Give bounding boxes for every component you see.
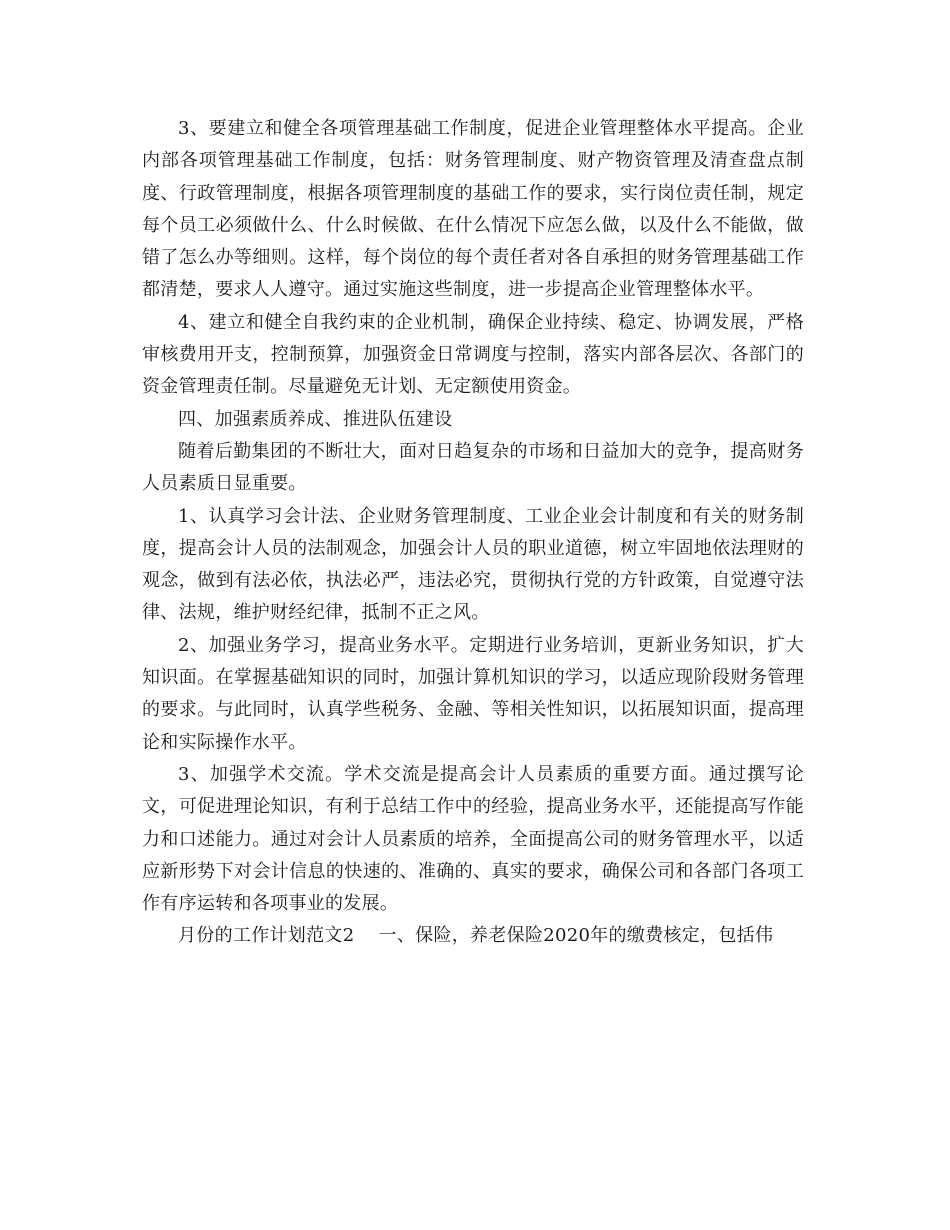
- section-heading: 四、加强素质养成、推进队伍建设: [178, 408, 453, 430]
- paragraph-staff-quality: 随着后勤集团的不断壮大，面对日趋复杂的市场和日益加大的竞争，提高财务人员素质日显重要。: [142, 440, 804, 495]
- paragraph-self-restraint-mechanism: 4、建立和健全自我约束的企业机制，确保企业持续、稳定、协调发展，严格审核费用开支，控制预算，加强资金日常调度与控制，落实内部各层次、各部门的资金管理责任制。尽量避免无计划、无定额使用资金。: [142, 311, 804, 398]
- paragraph-next-template: [142, 920, 804, 952]
- paragraph-learn-law: 1、认真学习会计法、企业财务管理制度、工业企业会计制度和有关的财务制度，提高会计人员的法制观念，加强会计人员的职业道德，树立牢固地依法理财的观念，做到有法必依，执法必严，违法必究，贯彻执行党的方针政策，自觉遵守法律、法规，维护财经纪律，抵制不正之风。: [142, 505, 804, 624]
- paragraph-academic-exchange: 3、加强学术交流。学术交流是提高会计人员素质的重要方面。通过撰写论文，可促进理论知识，有利于总结工作中的经验，提高业务水平，还能提高写作能力和口述能力。通过对会计人员素质的培养，全面提高公司的财务管理水平，以适应新形势下对会计信息的快速的、准确的、真实的要求，确保公司和各部门各项工作有序运转和各项事业的发展。: [142, 763, 804, 915]
- template-title: 月份的工作计划范文2: [178, 925, 355, 947]
- template-first-line: 一、保险，养老保险2020年的缴费核定，包括伟: [378, 925, 774, 947]
- document-body: [142, 113, 804, 953]
- paragraph-management-system: 3、要建立和健全各项管理基础工作制度，促进企业管理整体水平提高。企业内部各项管理基础工作制度，包括：财务管理制度、财产物资管理及清查盘点制度、行政管理制度，根据各项管理制度的基础工作的要求，实行岗位责任制，规定每个员工必须做什么、什么时候做、在什么情况下应怎么做，以及什么不能做，做错了怎么办等细则。这样，每个岗位的每个责任者对各自承担的财务管理基础工作都清楚，要求人人遵守。通过实施这些制度，进一步提高企业管理整体水平。: [142, 118, 804, 301]
- paragraph-business-study: 2、加强业务学习，提高业务水平。定期进行业务培训，更新业务知识，扩大知识面。在掌握基础知识的同时，加强计算机知识的学习，以适应现阶段财务管理的要求。与此同时，认真学些税务、金融、等相关性知识，以拓展知识面，提高理论和实际操作水平。: [142, 634, 804, 753]
